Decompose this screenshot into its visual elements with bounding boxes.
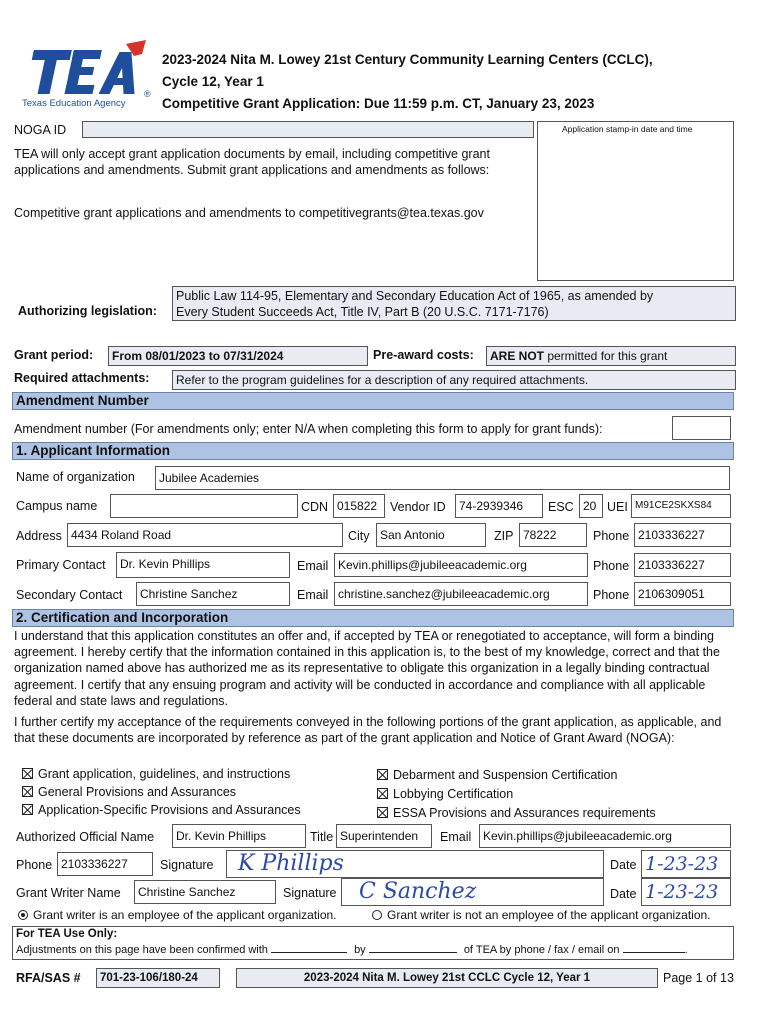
logo-subtitle: Texas Education Agency xyxy=(22,98,126,109)
tea-logo xyxy=(18,40,153,112)
date-field-2[interactable] xyxy=(641,878,731,906)
date-label-1: Date xyxy=(610,858,637,872)
rfa-label: RFA/SAS # xyxy=(16,971,81,985)
official-name-field[interactable]: Dr. Kevin Phillips xyxy=(172,824,306,848)
legislation-field xyxy=(172,286,736,321)
official-name-label: Authorized Official Name xyxy=(16,830,155,844)
form-title-line3: Competitive Grant Application: Due 11:59 p.m. CT, January 23, 2023 xyxy=(162,96,595,111)
zip-field[interactable]: 78222 xyxy=(519,523,587,547)
primary-contact-field[interactable]: Dr. Kevin Phillips xyxy=(116,552,290,578)
radio-not-employee[interactable]: Grant writer is not an employee of the applicant organization. xyxy=(372,906,711,924)
phone-field[interactable]: 2103336227 xyxy=(634,523,731,547)
checkbox-general-provisions[interactable]: General Provisions and Assurances xyxy=(22,783,301,801)
vendor-id-label: Vendor ID xyxy=(390,500,446,514)
tea-logo-mark xyxy=(18,40,153,100)
applicant-section-header: 1. Applicant Information xyxy=(12,442,734,460)
signature-label-2: Signature xyxy=(283,886,337,900)
amendment-number-field[interactable] xyxy=(672,416,731,440)
checkbox-grant-application[interactable]: Grant application, guidelines, and instructions xyxy=(22,765,301,783)
page-number: Page 1 of 13 xyxy=(663,971,734,985)
official-title-label: Title xyxy=(310,830,334,844)
submission-email-line: Competitive grant applications and amendments to competitivegrants@tea.texas.gov xyxy=(14,206,484,220)
certification-paragraph-2: I further certify my acceptance of the requirements conveyed in the following portions of the grant application, as applicable, and that these documents are incorporated by reference as part of the grant application and Notice of Grant Award (NOGA): xyxy=(14,715,722,746)
date-2: 1-23-23 xyxy=(645,881,719,903)
secondary-email-field[interactable]: christine.sanchez@jubileeacademic.org xyxy=(334,582,588,606)
legislation-line2: Every Student Succeeds Act, Title IV, Part B (20 U.S.C. 7171-7176) xyxy=(176,305,549,319)
uei-field[interactable]: M91CE2SKXS84 xyxy=(631,494,731,518)
address-label: Address xyxy=(16,529,62,543)
esc-field[interactable]: 20 xyxy=(579,494,603,518)
amendment-section-header: Amendment Number xyxy=(12,392,734,410)
certification-paragraph-1: I understand that this application constitutes an offer and, if accepted by TEA or renegotiated to acceptance, will form a binding agreement. I hereby certify that the information contained in this application is, to the best of my knowledge, correct and that the organization named above has authorized me as its representative to obligate this organization in a legally binding contractual agreement. I certify that any ensuing program and activity will be conducted in accordance and compliance with all applicable federal and state laws and regulations. xyxy=(14,629,720,708)
primary-email-field[interactable]: Kevin.phillips@jubileeacademic.org xyxy=(334,553,588,577)
primary-email-label: Email xyxy=(297,559,329,573)
checkbox-essa[interactable]: ESSA Provisions and Assurances requirements xyxy=(377,804,656,823)
cdn-label: CDN xyxy=(301,500,329,514)
checked-box-icon xyxy=(377,788,388,799)
submission-instructions: TEA will only accept grant application documents by email, including competitive grant applications and amendments. Submit grant applications and amendments as follows: xyxy=(14,147,490,177)
grant-period-label: Grant period: xyxy=(14,348,94,362)
cdn-field[interactable]: 015822 xyxy=(333,494,385,518)
official-email-label: Email xyxy=(440,830,472,844)
official-title-field[interactable]: Superintenden xyxy=(336,824,432,848)
official-phone-label: Phone xyxy=(16,858,53,872)
rfa-field: 701-23-106/180-24 xyxy=(96,968,220,988)
primary-contact-label: Primary Contact xyxy=(16,558,106,572)
checked-box-icon xyxy=(377,807,388,818)
tea-use-line: Adjustments on this page have been confirmed with by of TEA by phone / fax / email on . xyxy=(16,944,688,956)
official-email-field[interactable]: Kevin.phillips@jubileeacademic.org xyxy=(479,824,731,848)
legislation-label: Authorizing legislation: xyxy=(18,304,157,318)
checklist-right xyxy=(377,766,656,823)
noga-id-field[interactable] xyxy=(82,121,534,138)
signature-label-1: Signature xyxy=(160,858,214,872)
org-name-label: Name of organization xyxy=(16,470,135,484)
grant-period-field: From 08/01/2023 to 07/31/2024 xyxy=(108,346,368,366)
checkbox-lobbying[interactable]: Lobbying Certification xyxy=(377,785,656,804)
date-1: 1-23-23 xyxy=(645,853,719,875)
grant-writer-label: Grant Writer Name xyxy=(16,886,121,900)
certification-section-header: 2. Certification and Incorporation xyxy=(12,609,734,627)
checklist-left xyxy=(22,765,301,819)
signature-2: C Sanchez xyxy=(359,879,477,904)
attachments-label: Required attachments: xyxy=(14,371,150,385)
checked-box-icon xyxy=(377,769,388,780)
preaward-field xyxy=(486,346,736,366)
preaward-value-rest: permitted for this grant xyxy=(544,349,668,363)
esc-label: ESC xyxy=(548,500,574,514)
radio-employee[interactable]: Grant writer is an employee of the applicant organization. xyxy=(18,906,337,924)
vendor-id-field[interactable]: 74-2939346 xyxy=(455,494,543,518)
radio-empty-icon xyxy=(372,910,382,920)
org-name-field[interactable]: Jubilee Academies xyxy=(155,466,730,490)
tea-use-box xyxy=(12,926,734,960)
primary-phone-field[interactable]: 2103336227 xyxy=(634,553,731,577)
logo-registered-mark: ® xyxy=(144,89,151,99)
address-field[interactable]: 4434 Roland Road xyxy=(67,523,343,547)
amendment-text: Amendment number (For amendments only; enter N/A when completing this form to apply for grant funds): xyxy=(14,422,603,436)
secondary-contact-label: Secondary Contact xyxy=(16,588,123,602)
primary-phone-label: Phone xyxy=(593,559,630,573)
radio-selected-icon xyxy=(18,910,28,920)
checked-box-icon xyxy=(22,804,33,815)
tea-use-label: For TEA Use Only: xyxy=(16,928,118,940)
city-field[interactable]: San Antonio xyxy=(376,523,486,547)
stamp-label: Application stamp-in date and time xyxy=(562,124,693,134)
phone-label: Phone xyxy=(593,529,630,543)
checked-box-icon xyxy=(22,768,33,779)
grant-writer-field[interactable]: Christine Sanchez xyxy=(134,880,276,904)
footer-title: 2023-2024 Nita M. Lowey 21st CCLC Cycle 12, Year 1 xyxy=(236,968,658,988)
city-label: City xyxy=(348,529,370,543)
uei-label: UEI xyxy=(607,500,628,514)
attachments-field: Refer to the program guidelines for a description of any required attachments. xyxy=(172,370,736,390)
form-title-line2: Cycle 12, Year 1 xyxy=(162,74,264,89)
official-phone-field[interactable]: 2103336227 xyxy=(57,852,153,876)
campus-name-field[interactable] xyxy=(110,494,298,518)
signature-field-2[interactable] xyxy=(341,878,604,906)
stamp-box xyxy=(537,121,734,281)
checked-box-icon xyxy=(22,786,33,797)
noga-id-label: NOGA ID xyxy=(14,123,67,137)
preaward-value-bold: ARE NOT xyxy=(490,349,544,363)
signature-field-1[interactable] xyxy=(226,850,604,878)
secondary-phone-label: Phone xyxy=(593,588,630,602)
campus-name-label: Campus name xyxy=(16,499,98,513)
secondary-phone-field[interactable]: 2106309051 xyxy=(634,582,731,606)
signature-1: K Phillips xyxy=(238,851,344,876)
secondary-contact-field[interactable]: Christine Sanchez xyxy=(136,582,290,606)
date-field-1[interactable] xyxy=(641,850,731,878)
date-label-2: Date xyxy=(610,887,637,901)
preaward-label: Pre-award costs: xyxy=(373,348,474,362)
secondary-email-label: Email xyxy=(297,588,329,602)
checkbox-application-specific[interactable]: Application-Specific Provisions and Assurances xyxy=(22,801,301,819)
legislation-line1: Public Law 114-95, Elementary and Secondary Education Act of 1965, as amended by xyxy=(176,289,654,303)
checkbox-debarment[interactable]: Debarment and Suspension Certification xyxy=(377,766,656,785)
form-title-line1: 2023-2024 Nita M. Lowey 21st Century Community Learning Centers (CCLC), xyxy=(162,52,653,67)
zip-label: ZIP xyxy=(494,529,514,543)
